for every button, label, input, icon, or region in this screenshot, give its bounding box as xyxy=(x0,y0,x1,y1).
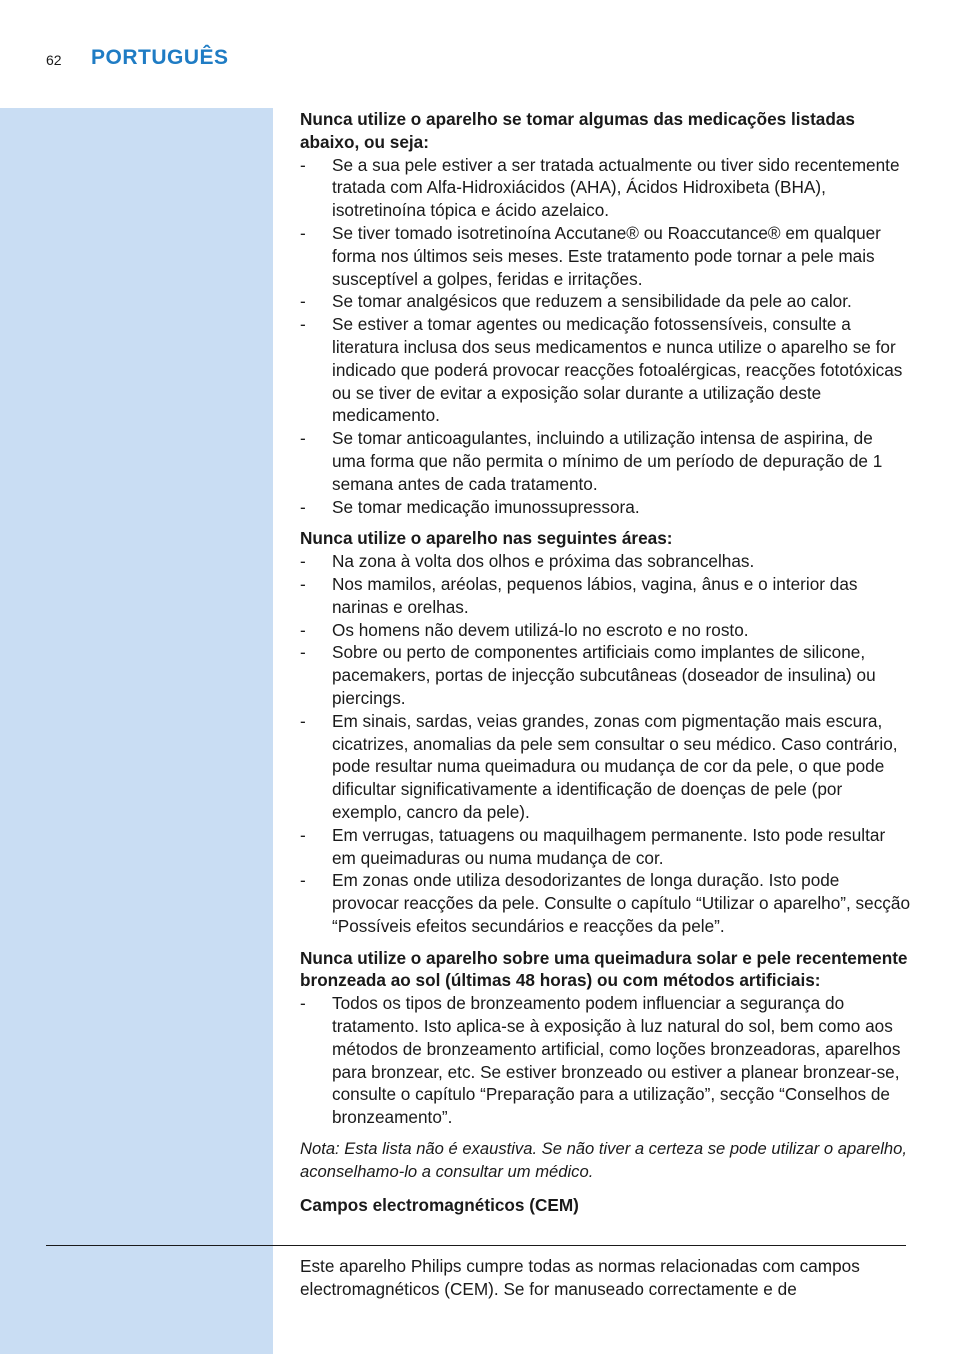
list-item: - Em sinais, sardas, veias grandes, zonas com pigmentação mais escura, cicatrizes, anomalias da pele sem consultar o seu médico. Caso contrário, pode resultar numa queimadura ou mudança de cor da pele, o que pode dificultar significativamente a identificação de doenças de pele (por exemplo, cancro da pele). xyxy=(300,710,910,824)
bullet-list xyxy=(300,992,910,1129)
main-content xyxy=(300,108,910,1216)
language-title: PORTUGUÊS xyxy=(91,46,229,69)
divider xyxy=(46,1245,906,1246)
list-item: - Se tiver tomado isotretinoína Accutane® ou Roaccutance® em qualquer forma nos últimos seis meses. Este tratamento pode tornar a pele mais susceptível a golpes, feridas e irritações. xyxy=(300,222,910,290)
list-item: - Se tomar analgésicos que reduzem a sensibilidade da pele ao calor. xyxy=(300,290,910,313)
cem-body: Este aparelho Philips cumpre todas as normas relacionadas com campos electromagnéticos (CEM). Se for manuseado correctamente e de xyxy=(300,1256,860,1299)
list-item: - Se estiver a tomar agentes ou medicação fotossensíveis, consulte a literatura inclusa dos seus medicamentos e nunca utilize o aparelho se for indicado que poderá provocar reacções fotoalérgicas, reacções fototóxicas ou se tiver de evitar a exposição solar durante a utilização deste medicamento. xyxy=(300,313,910,427)
list-item: - Se a sua pele estiver a ser tratada actualmente ou tiver sido recentemente tratada com Alfa-Hidroxiácidos (AHA), Ácidos Hidroxibeta (BHA), isotretinoína tópica e ácido azelaico. xyxy=(300,154,910,222)
note-text: Nota: Esta lista não é exaustiva. Se não tiver a certeza se pode utilizar o aparelho, aconselhamo-lo a consultar um médico. xyxy=(300,1139,907,1181)
section-heading: Nunca utilize o aparelho se tomar algumas das medicações listadas abaixo, ou seja: xyxy=(300,109,855,152)
section-tanning xyxy=(300,947,910,1129)
section-heading: Nunca utilize o aparelho sobre uma queimadura solar e pele recentemente bronzeada ao sol (últimas 48 horas) ou com métodos artificiais: xyxy=(300,947,908,991)
section-areas xyxy=(300,527,910,937)
section-heading: Nunca utilize o aparelho nas seguintes áreas: xyxy=(300,528,673,549)
page-number: 62 xyxy=(46,52,62,68)
list-item: - Em zonas onde utiliza desodorizantes de longa duração. Isto pode provocar reacções da pele. Consulte o capítulo “Utilizar o aparelho”, secção “Possíveis efeitos secundários e reacções da pele”. xyxy=(300,869,910,937)
bullet-list xyxy=(300,550,910,938)
cem-heading: Campos electromagnéticos (CEM) xyxy=(300,1194,579,1215)
list-item: - Todos os tipos de bronzeamento podem influenciar a segurança do tratamento. Isto aplica-se à exposição à luz natural do sol, bem como aos métodos de bronzeamento artificial, como loções bronzeadoras, aparelhos para bronzear, etc. Se estiver bronzeado ou estiver a planear bronzear-se, consulte o capítulo “Preparação para a utilização”, secção “Conselhos de bronzeamento”. xyxy=(300,992,910,1129)
list-item: - Sobre ou perto de componentes artificiais como implantes de silicone, pacemakers, portas de injecção subcutâneas (doseador de insulina) ou piercings. xyxy=(300,641,910,709)
list-item: - Nos mamilos, aréolas, pequenos lábios, vagina, ânus e o interior das narinas e orelhas. xyxy=(300,573,910,619)
sidebar-panel xyxy=(0,108,273,1354)
list-item: - Em verrugas, tatuagens ou maquilhagem permanente. Isto pode resultar em queimaduras ou numa mudança de cor. xyxy=(300,824,910,870)
list-item: - Se tomar anticoagulantes, incluindo a utilização intensa de aspirina, de uma forma que não permita o mínimo de um período de depuração de 1 semana antes de cada tratamento. xyxy=(300,427,910,495)
list-item: - Na zona à volta dos olhos e próxima das sobrancelhas. xyxy=(300,550,910,573)
bullet-list xyxy=(300,154,910,519)
list-item: - Se tomar medicação imunossupressora. xyxy=(300,496,910,519)
list-item: - Os homens não devem utilizá-lo no escroto e no rosto. xyxy=(300,619,910,642)
section-medications xyxy=(300,108,910,518)
